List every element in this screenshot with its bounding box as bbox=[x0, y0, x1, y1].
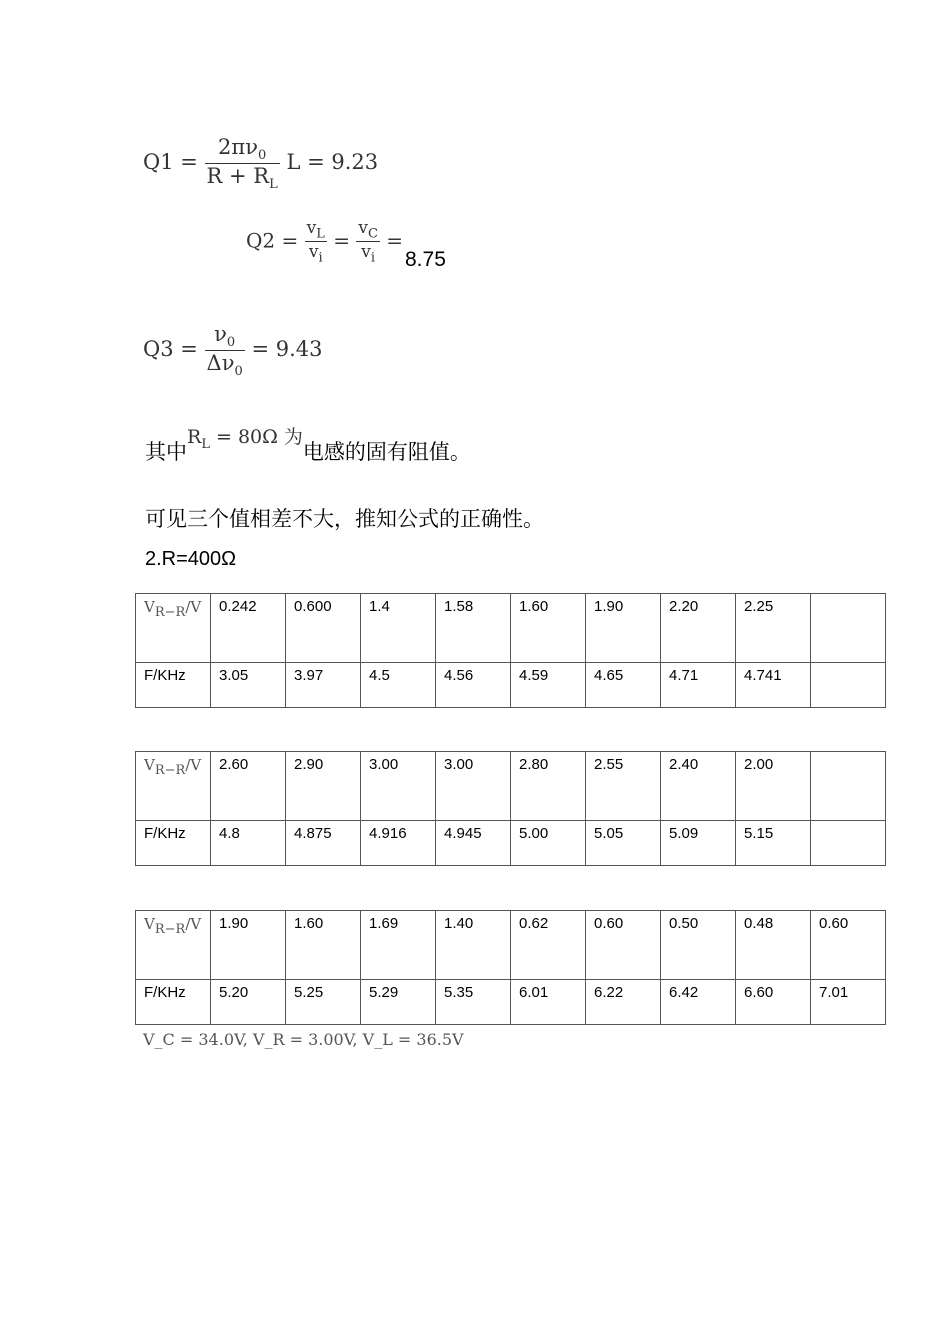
q2-n2-sub: C bbox=[367, 226, 378, 242]
rl-sub: L bbox=[201, 436, 210, 452]
q1-den-sub: L bbox=[269, 177, 278, 193]
rl-math: R bbox=[187, 426, 202, 448]
frequency-label: F/KHz bbox=[136, 663, 211, 708]
q1-den: R + R bbox=[206, 164, 270, 189]
frequency-cell: 4.5 bbox=[361, 663, 436, 708]
q3-den: Δν bbox=[206, 351, 235, 376]
voltage-cell: 1.60 bbox=[286, 911, 361, 980]
voltage-cell: 1.58 bbox=[436, 594, 511, 663]
frequency-cell: 5.00 bbox=[511, 821, 586, 866]
frequency-cell: 4.56 bbox=[436, 663, 511, 708]
q1-rhs: L = 9.23 bbox=[286, 150, 379, 175]
q2-frac2 bbox=[356, 218, 380, 266]
frequency-cell: 4.875 bbox=[286, 821, 361, 866]
q1-num-sub: 0 bbox=[257, 148, 267, 164]
voltage-cell: 2.80 bbox=[511, 752, 586, 821]
q3-lhs: Q3 = bbox=[143, 337, 198, 362]
voltage-cell: 1.40 bbox=[436, 911, 511, 980]
frequency-cell: 5.15 bbox=[736, 821, 811, 866]
frequency-cell: 5.35 bbox=[436, 980, 511, 1025]
voltage-cell: 2.25 bbox=[736, 594, 811, 663]
voltage-cell: 3.00 bbox=[436, 752, 511, 821]
table-row bbox=[136, 980, 886, 1025]
q2-eq2: = bbox=[386, 228, 404, 253]
voltage-cell: 0.60 bbox=[586, 911, 661, 980]
frequency-cell: 4.59 bbox=[511, 663, 586, 708]
voltage-cell: 2.60 bbox=[211, 752, 286, 821]
q2-lhs: Q2 = bbox=[246, 228, 299, 253]
table-row bbox=[136, 821, 886, 866]
q3-rhs: = 9.43 bbox=[251, 337, 323, 362]
q3-num-sub: 0 bbox=[226, 335, 236, 351]
voltage-cell: 2.20 bbox=[661, 594, 736, 663]
frequency-cell: 7.01 bbox=[811, 980, 886, 1025]
q3-den-sub: 0 bbox=[234, 364, 243, 380]
voltage-label: $V_{R-R}/V$ bbox=[136, 911, 211, 980]
voltage-cell: 1.69 bbox=[361, 911, 436, 980]
formula-q1 bbox=[143, 135, 378, 192]
data-table-1 bbox=[135, 593, 886, 708]
section-heading: 2.R=400Ω bbox=[145, 548, 237, 570]
frequency-cell: 5.29 bbox=[361, 980, 436, 1025]
voltage-cell: 3.00 bbox=[361, 752, 436, 821]
formula-q2 bbox=[246, 218, 403, 266]
table-row bbox=[136, 911, 886, 980]
frequency-cell: 3.97 bbox=[286, 663, 361, 708]
data-table-3 bbox=[135, 910, 886, 1025]
voltage-cell: 0.50 bbox=[661, 911, 736, 980]
voltage-summary: V_C = 34.0V, V_R = 3.00V, V_L = 36.5V bbox=[143, 1030, 464, 1049]
frequency-cell: 6.42 bbox=[661, 980, 736, 1025]
table-row bbox=[136, 594, 886, 663]
frequency-cell: 6.22 bbox=[586, 980, 661, 1025]
rl-rest: = 80Ω 为 bbox=[209, 426, 303, 448]
q2-value: 8.75 bbox=[405, 248, 446, 271]
rl-suffix: 电感的固有阻值。 bbox=[302, 440, 471, 464]
frequency-cell: 4.945 bbox=[436, 821, 511, 866]
frequency-cell: 4.741 bbox=[736, 663, 811, 708]
q3-num: ν bbox=[214, 322, 227, 346]
conclusion: 可见三个值相差不大，推知公式的正确性。 bbox=[145, 507, 544, 531]
data-table-2 bbox=[135, 751, 886, 866]
voltage-cell bbox=[811, 594, 886, 663]
frequency-label: F/KHz bbox=[136, 821, 211, 866]
q1-num: 2πν bbox=[218, 135, 258, 159]
rl-sentence bbox=[145, 420, 471, 464]
q2-d2: v bbox=[361, 242, 371, 263]
voltage-cell: 0.48 bbox=[736, 911, 811, 980]
table-row bbox=[136, 663, 886, 708]
frequency-cell: 4.916 bbox=[361, 821, 436, 866]
table-row bbox=[136, 752, 886, 821]
voltage-cell: 2.55 bbox=[586, 752, 661, 821]
formula-q3 bbox=[143, 322, 322, 379]
q2-frac1 bbox=[305, 218, 327, 266]
voltage-cell: 1.90 bbox=[586, 594, 661, 663]
frequency-cell: 5.05 bbox=[586, 821, 661, 866]
rl-prefix: 其中 bbox=[145, 440, 187, 464]
frequency-cell: 6.01 bbox=[511, 980, 586, 1025]
frequency-cell: 4.65 bbox=[586, 663, 661, 708]
q2-n1: v bbox=[306, 218, 317, 238]
frequency-cell bbox=[811, 663, 886, 708]
voltage-cell: 2.40 bbox=[661, 752, 736, 821]
voltage-label: $V_{R-R}/V$ bbox=[136, 752, 211, 821]
frequency-label: F/KHz bbox=[136, 980, 211, 1025]
frequency-cell: 4.71 bbox=[661, 663, 736, 708]
voltage-cell: 0.60 bbox=[811, 911, 886, 980]
voltage-cell: 0.242 bbox=[211, 594, 286, 663]
frequency-cell: 6.60 bbox=[736, 980, 811, 1025]
q2-eq: = bbox=[333, 228, 350, 253]
frequency-cell: 4.8 bbox=[211, 821, 286, 866]
q2-d1-sub: i bbox=[318, 250, 323, 266]
frequency-cell bbox=[811, 821, 886, 866]
voltage-label: $V_{R-R}/V$ bbox=[136, 594, 211, 663]
q2-n2: v bbox=[358, 218, 368, 238]
frequency-cell: 3.05 bbox=[211, 663, 286, 708]
q2-d1: v bbox=[308, 242, 319, 263]
q3-fraction bbox=[205, 322, 245, 379]
frequency-cell: 5.25 bbox=[286, 980, 361, 1025]
voltage-cell: 1.4 bbox=[361, 594, 436, 663]
q2-n1-sub: L bbox=[316, 226, 325, 242]
voltage-cell: 1.60 bbox=[511, 594, 586, 663]
frequency-cell: 5.09 bbox=[661, 821, 736, 866]
voltage-cell: 1.90 bbox=[211, 911, 286, 980]
frequency-cell: 5.20 bbox=[211, 980, 286, 1025]
voltage-cell: 0.600 bbox=[286, 594, 361, 663]
voltage-cell: 2.00 bbox=[736, 752, 811, 821]
q2-d2-sub: i bbox=[370, 250, 376, 266]
q1-lhs: Q1 = bbox=[143, 150, 198, 175]
voltage-cell bbox=[811, 752, 886, 821]
q1-fraction bbox=[205, 135, 280, 192]
voltage-cell: 2.90 bbox=[286, 752, 361, 821]
voltage-cell: 0.62 bbox=[511, 911, 586, 980]
